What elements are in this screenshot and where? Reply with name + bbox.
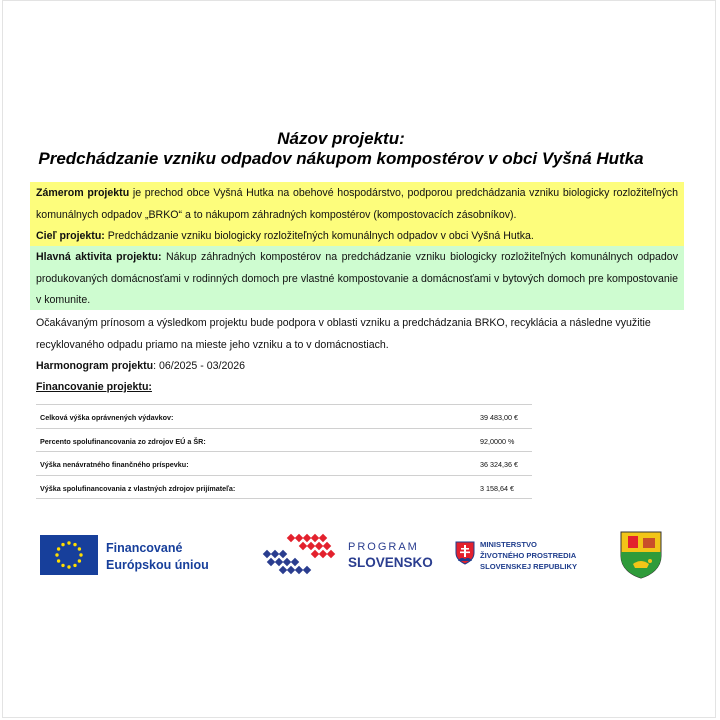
schedule-line: [36, 356, 684, 378]
main-activity-label: Hlavná aktivita projektu:: [36, 251, 162, 263]
row-value: 92,0000 %: [480, 436, 515, 446]
row-label: Percento spolufinancovania zo zdrojov EÚ a ŠR:: [40, 436, 206, 446]
row-label: Výška spolufinancovania z vlastných zdrojov prijímateľa:: [40, 483, 236, 493]
intent-paragraph: [36, 183, 678, 226]
intent-label: Zámerom projektu: [36, 187, 130, 199]
ministry-text: [480, 539, 577, 572]
program-text-line1: PROGRAM: [348, 541, 419, 553]
eu-funding-text: [106, 540, 209, 574]
ministry-line2: ŽIVOTNÉHO PROSTREDIA: [480, 551, 577, 560]
row-value: 36 324,36 €: [480, 460, 518, 469]
row-value: 3 158,64 €: [480, 483, 514, 493]
municipality-coat-of-arms-icon: [619, 530, 663, 580]
row-label: Výška nenávratného finančného príspevku:: [40, 460, 189, 469]
slovak-coat-of-arms-icon: [455, 541, 475, 565]
main-activity-paragraph: [36, 247, 678, 312]
ministry-line3: SLOVENSKEJ REPUBLIKY: [480, 562, 578, 571]
program-slovensko-text: [348, 540, 433, 570]
goal-text: Predchádzanie vzniku biologicky rozložiteľných komunálnych odpadov v obci Vyšná Hutka.: [104, 230, 534, 242]
program-slovensko-logo: [260, 531, 340, 581]
intent-goal-section: [30, 182, 684, 246]
table-row: [36, 451, 532, 475]
financing-table: [36, 404, 532, 499]
row-value: 39 483,00 €: [480, 413, 518, 422]
goal-paragraph: [36, 226, 678, 248]
table-row: [36, 404, 532, 428]
page-title: Názov projektu:: [277, 129, 405, 148]
main-activity-section: [30, 246, 684, 310]
table-row: [36, 475, 532, 500]
schedule-label: Harmonogram projektu: [36, 360, 154, 372]
eu-text-line1: Financované: [106, 541, 183, 555]
project-name: Predchádzanie vzniku odpadov nákupom kompostérov v obci Vyšná Hutka: [38, 149, 644, 168]
intent-text: je prechod obce Vyšná Hutka na obehové hospodárstvo, podporou predchádzania vzniku biologicky rozložiteľných komunálnych odpadov „BRKO“ a to nákupom záhradných kompostérov (kompostovacích zásobníkov).: [36, 187, 679, 221]
financing-heading: [36, 377, 684, 399]
eu-text-line2: Európskou úniou: [106, 558, 209, 572]
program-text-line2: SLOVENSKO: [348, 555, 433, 570]
row-label: Celková výška oprávnených výdavkov:: [40, 413, 174, 422]
main-activity-text: Nákup záhradných kompostérov na predchádzanie vzniku biologicky rozložiteľných komunálnych odpadov produkovaných domácnosťami v rodinných domoch pre vlastné kompostovanie a domácnosťami v bytových domoch pre kompostovanie v komunite.: [36, 251, 678, 306]
ministry-line1: MINISTERSTVO: [480, 540, 537, 549]
financing-heading-text: Financovanie projektu:: [36, 381, 152, 393]
eu-flag-logo: [40, 535, 98, 575]
goal-label: Cieľ projektu:: [36, 230, 105, 242]
table-row: [36, 428, 532, 452]
schedule-value: : 06/2025 - 03/2026: [153, 360, 246, 372]
benefit-paragraph: Očakávaným prínosom a výsledkom projektu bude podpora v oblasti vzniku a predchádzania BRKO, recyklácia a následne využitie recyklovaného odpadu priamo na mieste jeho vzniku a to v domácnostiach.: [36, 317, 651, 351]
